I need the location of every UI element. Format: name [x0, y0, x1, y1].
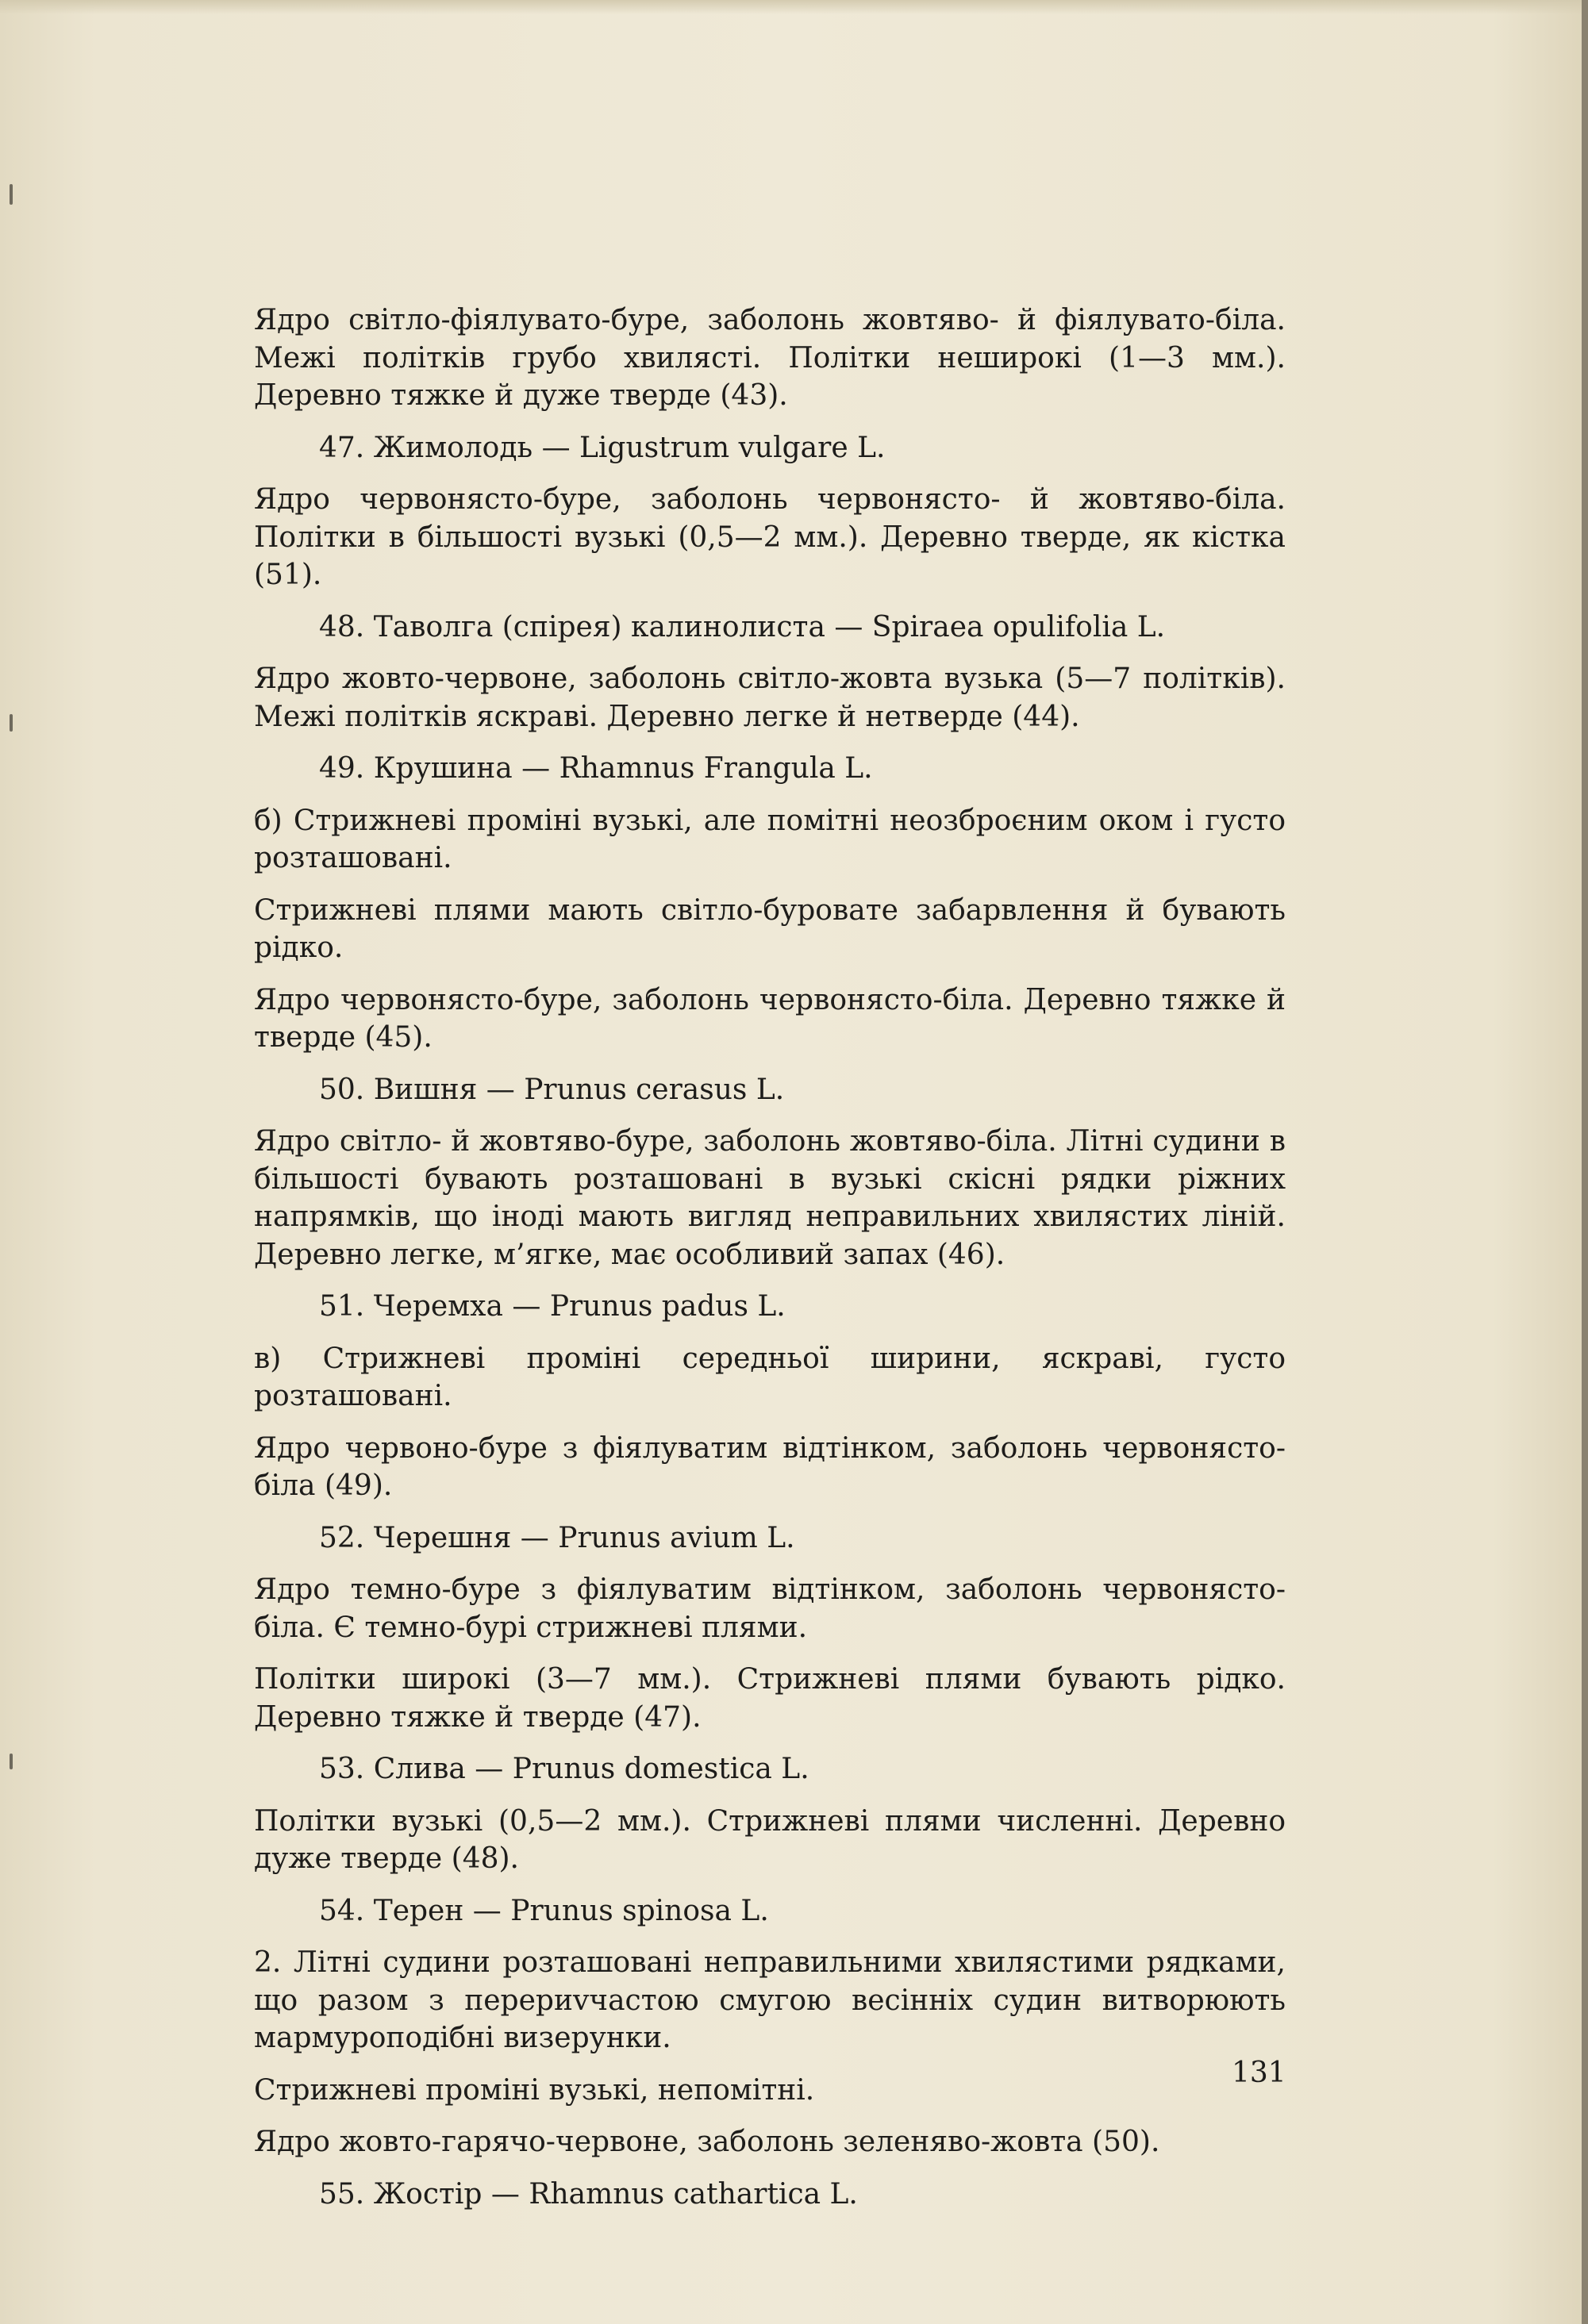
- paragraph: Ядро світло-фіялувато-буре, заболонь жовтяво- й фіялувато-біла. Межі політків грубо хвилясті. Політки неширокі (1—3 мм.). Деревно тяжке й дуже тверде (43).: [254, 304, 1286, 412]
- paragraph: Ядро жовто-червоне, заболонь світло-жовта вузька (5—7 політків). Межі політків яскраві. Деревно легке й нетверде (44).: [254, 663, 1286, 733]
- paragraph: Ядро червоно-буре з фіялуватим відтінком, заболонь червонясто-біла (49).: [254, 1431, 1286, 1502]
- binding-mark: [10, 1754, 13, 1769]
- paragraph: Ядро темно-буре з фіялуватим відтінком, заболонь червонясто-біла. Є темно-бурі стрижневі плями.: [254, 1573, 1286, 1644]
- paragraph: в) Стрижневі проміні середньої ширини, яскраві, густо розташовані.: [254, 1342, 1286, 1412]
- species-heading: 52. Черешня — Prunus avium L.: [319, 1521, 795, 1554]
- species-heading: 50. Вишня — Prunus cerasus L.: [319, 1073, 785, 1106]
- species-heading: 54. Терен — Prunus spinosa L.: [319, 1894, 769, 1927]
- page-right-edge: [1582, 0, 1588, 2324]
- page-text: [254, 302, 1286, 2213]
- page-number: 131: [1232, 2057, 1286, 2089]
- page-top-shadow: [0, 0, 1588, 14]
- paragraph: Політки широкі (3—7 мм.). Стрижневі плями бувають рідко. Деревно тяжке й тверде (47).: [254, 1663, 1286, 1734]
- paragraph: Політки вузькі (0,5—2 мм.). Стрижневі плями численні. Деревно дуже тверде (48).: [254, 1804, 1286, 1875]
- binding-mark: [10, 714, 13, 732]
- paragraph: Стрижневі проміні вузькі, непомітні.: [254, 2073, 815, 2107]
- paragraph: Ядро жовто-гарячо-червоне, заболонь зеленяво-жовта (50).: [254, 2126, 1160, 2158]
- species-heading: 49. Крушина — Rhamnus Frangula L.: [319, 752, 873, 785]
- paragraph: 2. Літні судини розташовані неправильними хвилястими рядками, що разом з перериvчастою смугою весінніх судин витворюють мармуроподібні визерунки.: [254, 1946, 1286, 2054]
- paragraph: Ядро світло- й жовтяво-буре, заболонь жовтяво-біла. Літні судини в більшості бувають розташовані в вузькі скісні рядки ріжних напрямків, що іноді мають вигляд неправильних хвилястих ліній. Деревно легке, м’ягке, має особливий запах (46).: [254, 1125, 1286, 1271]
- binding-mark: [10, 184, 13, 205]
- species-heading: 48. Таволга (спірея) калинолиста — Spiraea opulifolia L.: [319, 610, 1166, 643]
- species-heading: 55. Жостір — Rhamnus cathartica L.: [319, 2177, 858, 2211]
- paragraph: Ядро червонясто-буре, заболонь червонясто- й жовтяво-біла. Політки в більшості вузькі (0,5—2 мм.). Деревно тверде, як кістка (51).: [254, 483, 1286, 591]
- species-heading: 51. Черемха — Prunus padus L.: [319, 1290, 786, 1323]
- species-heading: 53. Слива — Prunus domestica L.: [319, 1753, 809, 1785]
- species-heading: 47. Жимолодь — Ligustrum vulgare L.: [319, 431, 886, 464]
- paragraph: Стрижневі плями мають світло-буровате забарвлення й бувають рідко.: [254, 893, 1286, 964]
- paragraph: Ядро червонясто-буре, заболонь червонясто-біла. Деревно тяжке й тверде (45).: [254, 983, 1286, 1054]
- paragraph: б) Стрижневі проміні вузькі, але помітні неозброєним оком і густо розташовані.: [254, 804, 1286, 874]
